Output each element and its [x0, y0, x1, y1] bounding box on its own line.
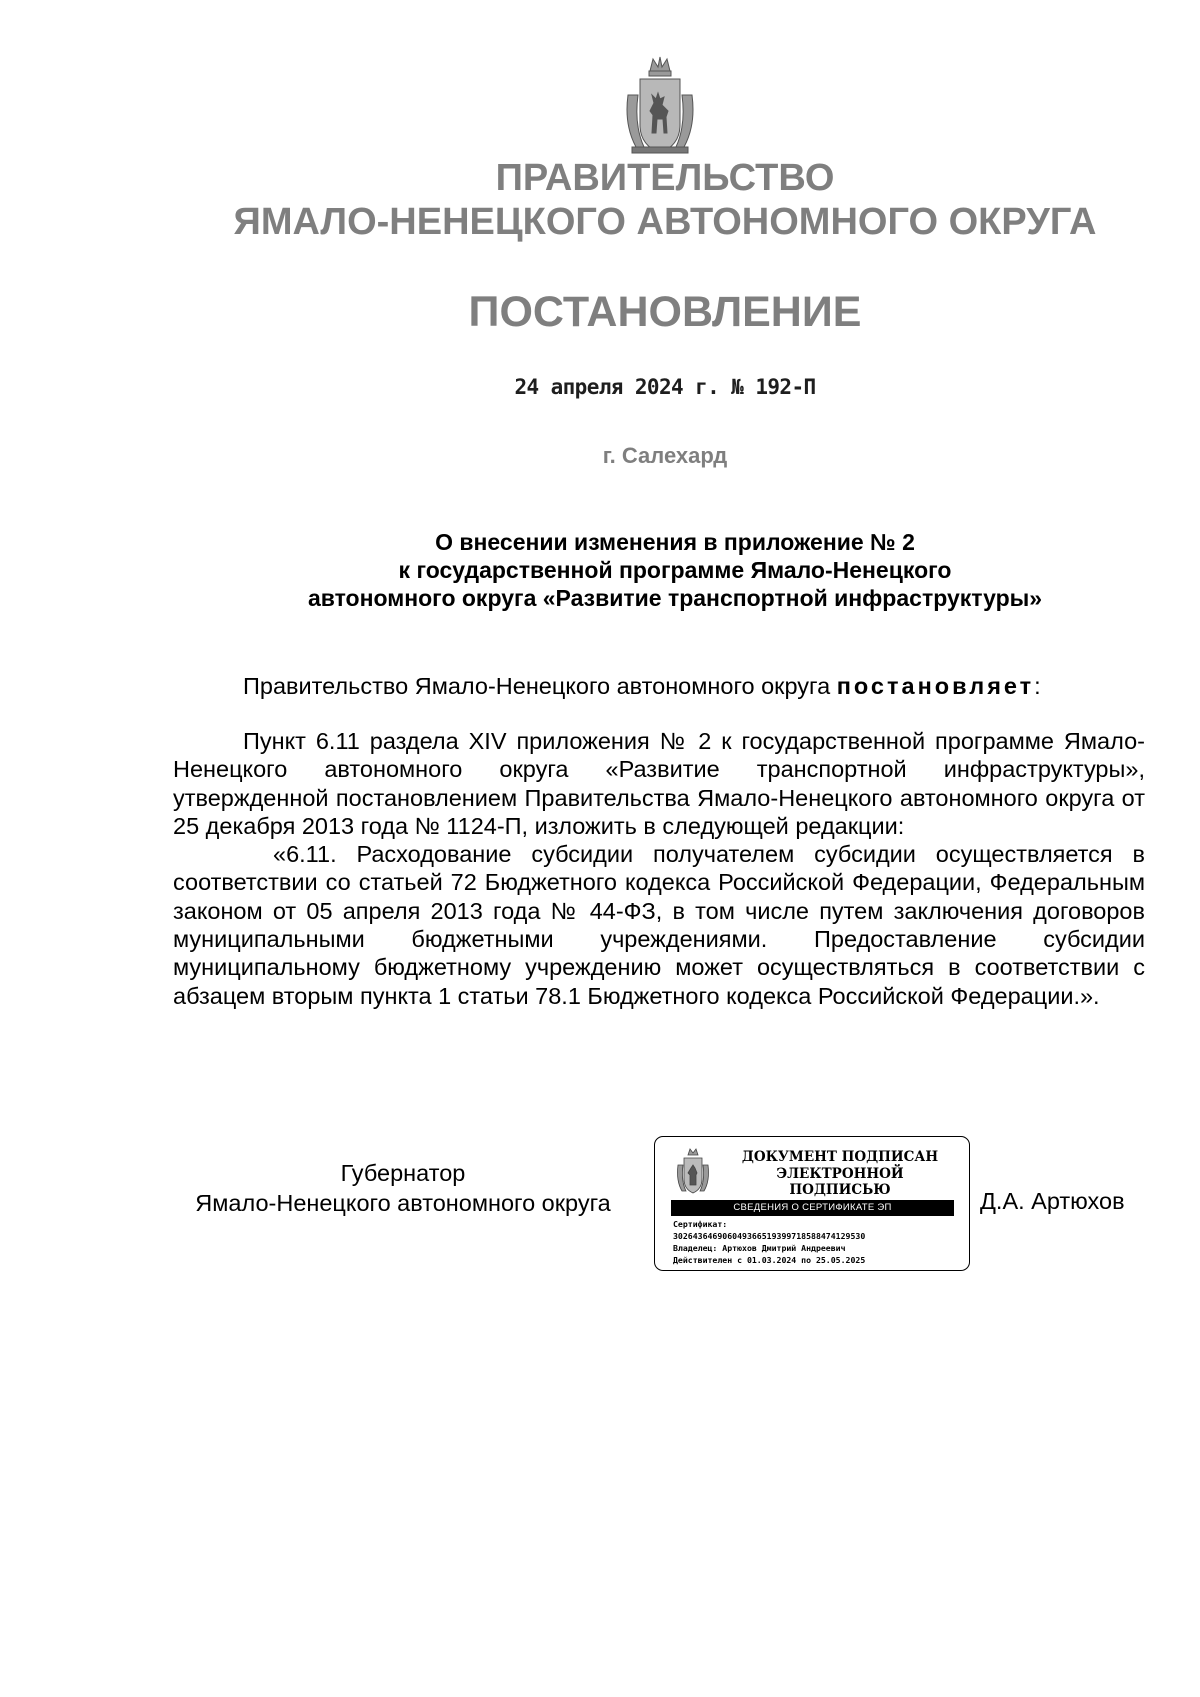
government-title: ПРАВИТЕЛЬСТВО [495, 157, 835, 199]
signatory-name: Д.А. Артюхов [980, 1188, 1125, 1214]
stamp-title [725, 1149, 955, 1199]
stamp-certificate-details [673, 1218, 963, 1266]
subject-line: к государственной программе Ямало-Ненецкого [398, 557, 952, 583]
intro-colon: : [1034, 673, 1041, 699]
intro-line [243, 673, 1041, 700]
stamp-certificate-bar: СВЕДЕНИЯ О СЕРТИФИКАТЕ ЭП [671, 1200, 954, 1216]
city: г. Салехард [602, 443, 728, 468]
date-and-number: 24 апреля 2024 г. № 192-П [514, 375, 816, 399]
document-type: ПОСТАНОВЛЕНИЕ [468, 288, 862, 336]
signatory-position [173, 1158, 633, 1218]
certificate-owner: Владелец: Артюхов Дмитрий Андреевич [673, 1243, 846, 1253]
coat-of-arms-icon [675, 1147, 711, 1197]
body-paragraph: Пункт 6.11 раздела XIV приложения № 2 к государственной программе Ямало-Ненецкого автономного округа «Развитие транспортной инфраструктуры», утвержденной постановлением Правительства Ямало-Ненецкого автономного округа от 25 декабря 2013 года № 1124-П, изложить в следующей редакции: [173, 728, 1145, 839]
stamp-title-line: ЭЛЕКТРОННОЙ ПОДПИСЬЮ [776, 1165, 904, 1198]
stamp-title-line: ДОКУМЕНТ ПОДПИСАН [741, 1149, 939, 1165]
electronic-signature-stamp [654, 1136, 970, 1271]
position-line: Ямало-Ненецкого автономного округа [195, 1190, 611, 1216]
certificate-label: Сертификат: [673, 1219, 728, 1229]
government-region: ЯМАЛО-НЕНЕЦКОГО АВТОНОМНОГО ОКРУГА [233, 201, 1097, 243]
intro-text: Правительство Ямало-Ненецкого автономного округа [243, 673, 837, 699]
document-body [173, 727, 1145, 1010]
subject-line: автономного округа «Развитие транспортной инфраструктуры» [307, 585, 1043, 611]
intro-keyword: постановляет [836, 673, 1035, 699]
position-line: Губернатор [340, 1160, 466, 1186]
body-paragraph: «6.11. Расходование субсидии получателем субсидии осуществляется в соответствии со статьей 72 Бюджетного кодекса Российской Федерации, Федеральным законом от 05 апреля 2013 года № 44-ФЗ, в том числе путем заключения договоров муниципальными бюджетными учреждениями. Предоставление субсидии муниципальному бюджетному учреждению может осуществляться в соответствии с абзацем вторым пункта 1 статьи 78.1 Бюджетного кодекса Российской Федерации.». [173, 841, 1145, 1009]
certificate-validity: Действителен с 01.03.2024 по 25.05.2025 [673, 1255, 866, 1265]
subject-line: О внесении изменения в приложение № 2 [435, 529, 915, 555]
coat-of-arms-icon [622, 55, 698, 157]
document-subject [175, 528, 1175, 612]
certificate-number: 302643646906049366519399718588474129530 [673, 1231, 866, 1241]
